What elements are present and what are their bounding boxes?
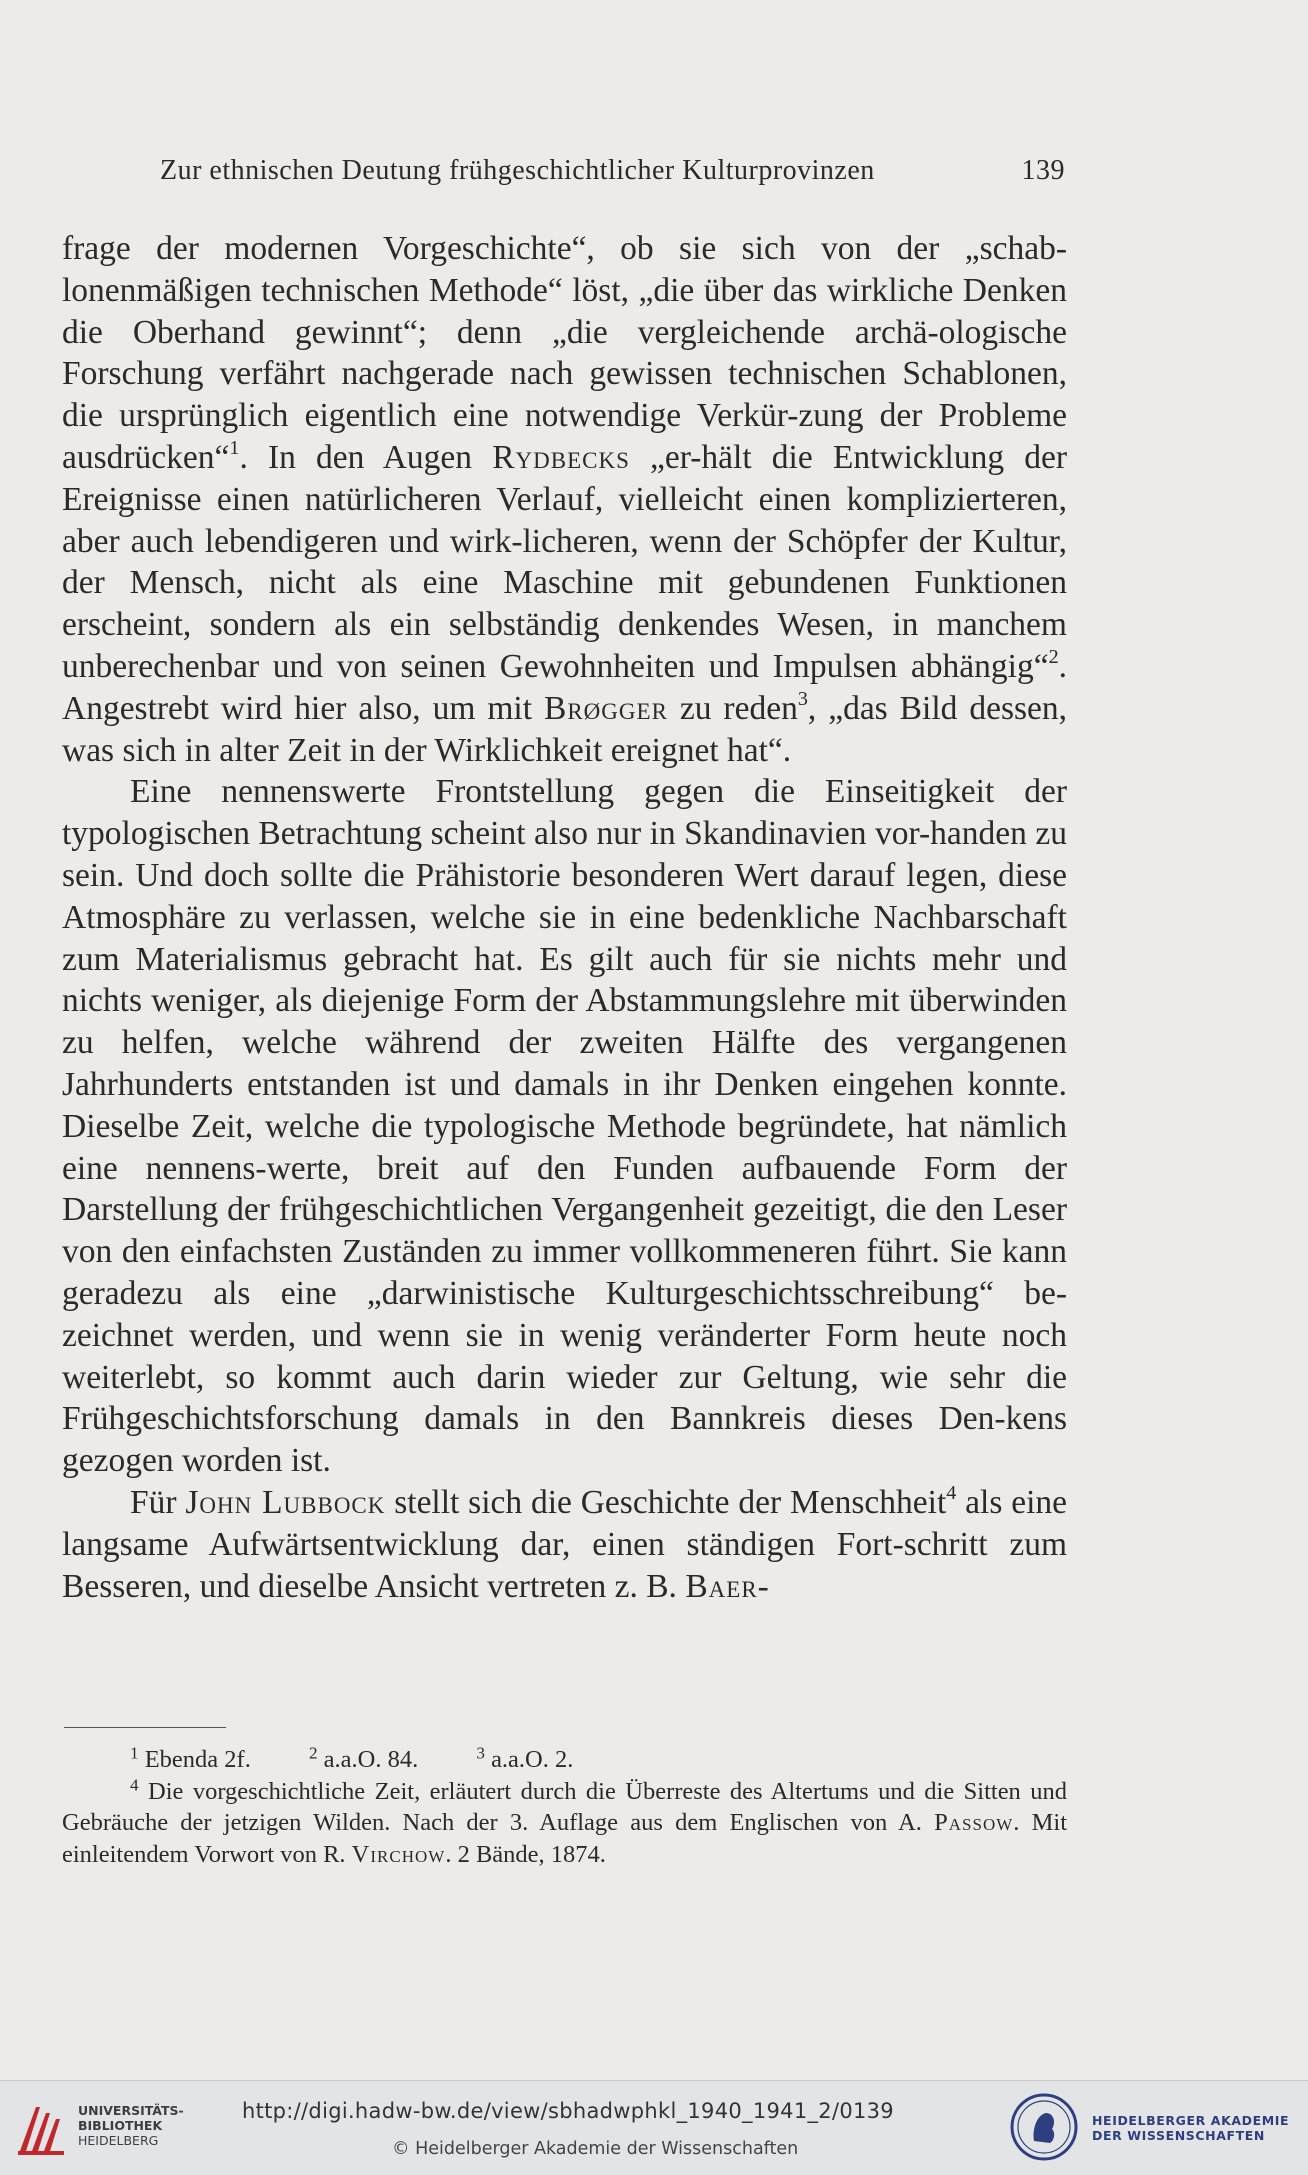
text-run: . In den Augen <box>239 438 493 476</box>
text-run: stellt sich die Geschichte der Menschheit <box>385 1483 947 1521</box>
text-run: Für <box>130 1483 186 1521</box>
footnote-number: 4 <box>130 1774 139 1794</box>
running-title: Zur ethnischen Deutung frühgeschichtlicher Kulturprovinzen <box>160 155 875 186</box>
author-name: John Lubbock <box>185 1483 386 1521</box>
paragraph-1 <box>62 228 1067 771</box>
footnote-1 <box>130 1743 251 1773</box>
footnote-ref: 2 <box>1048 645 1059 668</box>
footnote-divider <box>64 1727 226 1728</box>
page-number: 139 <box>1021 155 1065 186</box>
text-run: . Angestrebt wird hier also, um mit <box>62 647 1067 727</box>
paragraph-2: Eine nennenswerte Frontstellung gegen die Einseitigkeit der typologischen Betrachtung scheint also nur in Skandinavien vor-handen zu sein. Und doch sollte die Prähistorie besonderen Wert darauf legen, diese Atmosphäre zu verlassen, welche sie in eine bedenkliche Nachbarschaft zum Materialismus gebracht hat. Es gilt auch für sie nichts mehr und nichts weniger, als diejenige Form der Abstammungslehre mit überwinden zu helfen, welche während der zweiten Hälfte des vergangenen Jahrhunderts entstanden ist und damals in ihr Denken eingehen konnte. Dieselbe Zeit, welche die typologische Methode begründete, hat nämlich eine nennens-werte, breit auf den Funden aufbauende Form der Darstellung der frühgeschichtlichen Vergangenheit gezeitigt, die den Leser von den einfachsten Zuständen zu immer vollkommeneren führt. Sie kann geradezu als eine „darwinistische Kulturgeschichtsschreibung“ be-zeichnet werden, und wenn sie in wenig veränderter Form heute noch weiterlebt, so kommt auch darin wieder zur Geltung, wie sehr die Frühgeschichtsforschung damals in den Bannkreis dieses Den-kens gezogen worden ist. <box>62 773 1067 1480</box>
author-name: Rydbecks <box>492 438 630 476</box>
body-text <box>62 228 1067 1607</box>
footnote-2 <box>308 1743 419 1773</box>
ub-line: HEIDELBERG <box>78 2133 159 2148</box>
copyright-notice: © Heidelberger Akademie der Wissenschaften <box>392 2139 799 2159</box>
text-run: zu reden <box>667 689 798 727</box>
ub-line: BIBLIOTHEK <box>78 2118 163 2133</box>
footnote-number: 2 <box>308 1743 318 1763</box>
academy-name <box>1092 2113 1289 2143</box>
viewer-footer <box>0 2080 1308 2175</box>
author-name: Virchow <box>351 1840 446 1868</box>
footnote-line-1 <box>62 1744 1067 1776</box>
permalink-url[interactable]: http://digi.hadw-bw.de/view/sbhadwphkl_1940_1941_2/0139 <box>242 2099 894 2123</box>
text-run: „er-hält die Entwicklung der Ereignisse einen natürlicheren Verlauf, vielleicht einen komplizierteren, aber auch lebendigeren und wirk-licheren, wenn der Schöpfer der Kultur, der Mensch, nicht als eine Maschine mit gebundenen Funktionen erscheint, sondern als ein selbständig denkendes Wesen, in manchem unberechenbar und von seinen Gewohnheiten und Impulsen abhängig“ <box>62 438 1067 685</box>
author-name: Brøgger <box>544 689 668 727</box>
running-head <box>160 155 1065 187</box>
author-name: Baer- <box>685 1567 770 1605</box>
text-run: als eine langsame Aufwärtsentwicklung dar, einen ständigen Fort-schritt zum Besseren, und dieselbe Ansicht vertreten z. B. <box>62 1483 1067 1605</box>
ub-line: UNIVERSITÄTS- <box>78 2103 184 2118</box>
text-run: , „das Bild dessen, was sich in alter Zeit in der Wirklichkeit ereignet hat“. <box>62 689 1068 769</box>
footnote-ref: 3 <box>797 687 808 710</box>
university-library-logo-icon <box>14 2099 72 2159</box>
footnote-text: Ebenda 2f. <box>144 1746 251 1773</box>
footnote-text: Die vorgeschichtliche Zeit, erläutert durch die Überreste des Altertums und die Sitten und Gebräuche der jetzigen Wilden. Nach der 3. Auflage aus dem Englischen von A. <box>62 1777 1067 1836</box>
footnote-ref: 4 <box>946 1481 957 1504</box>
footnotes <box>62 1744 1067 1870</box>
university-library-name <box>78 2103 184 2148</box>
footnote-3 <box>476 1743 574 1773</box>
academy-line: DER WISSENSCHAFTEN <box>1092 2128 1265 2143</box>
author-name: Passow <box>934 1809 1014 1836</box>
footnote-text: . 2 Bände, 1874. <box>445 1840 606 1868</box>
footnote-number: 3 <box>476 1743 485 1763</box>
footnote-4 <box>62 1776 1067 1871</box>
footnote-number: 1 <box>130 1743 139 1763</box>
text-run: frage der modernen Vorgeschichte“, ob sie sich von der „schab-lonenmäßigen technischen Methode“ löst, „die über das wirkliche Denken die Oberhand gewinnt“; denn „die vergleichende archä-ologische Forschung verfährt nachgerade nach gewissen technischen Schablonen, die ursprünglich eigentlich eine notwendige Verkür-zung der Probleme ausdrücken“ <box>62 230 1067 476</box>
footnote-text: a.a.O. 84. <box>323 1746 419 1773</box>
footnote-ref: 1 <box>229 436 240 459</box>
academy-seal-icon <box>1010 2093 1078 2161</box>
footnote-text: a.a.O. 2. <box>491 1746 574 1773</box>
academy-line: HEIDELBERGER AKADEMIE <box>1092 2113 1290 2128</box>
paragraph-3 <box>62 1482 1067 1607</box>
footnote-text: . Mit einleitendem Vorwort von R. <box>62 1809 1068 1868</box>
